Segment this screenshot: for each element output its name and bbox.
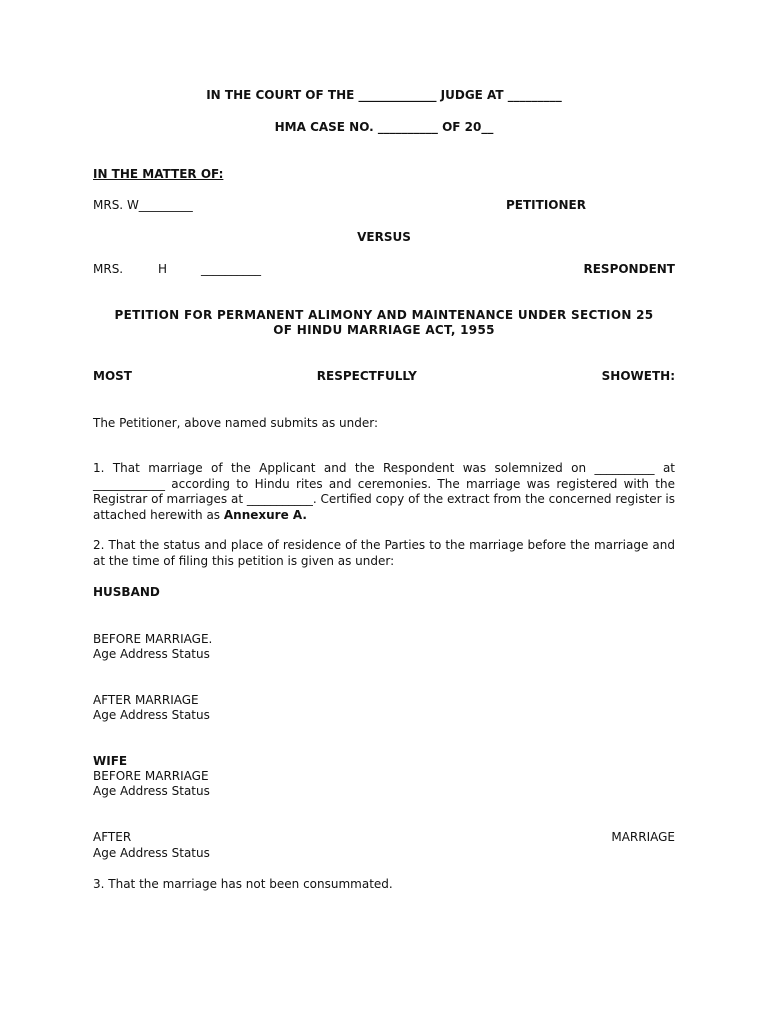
respondent-row: [93, 262, 675, 278]
husband-before-fields: Age Address Status: [93, 647, 210, 661]
salutation-row: [93, 369, 675, 385]
paragraph-2: 2. That the status and place of residence of the Parties to the marriage before the marriage and at the time of filing this petition is given as under:: [93, 538, 675, 568]
intro-text: The Petitioner, above named submits as under:: [93, 416, 379, 430]
petitioner-name: MRS. W_________: [93, 198, 193, 212]
petitioner-row: [93, 198, 675, 214]
annexure-label: Annexure A.: [223, 507, 307, 522]
salutation-most: MOST: [93, 369, 132, 383]
matter-heading: IN THE MATTER OF:: [93, 167, 224, 181]
wife-after-word1: AFTER: [93, 830, 132, 844]
paragraph-1-text: 1. That marriage of the Applicant and the Respondent was solemnized on __________ at ____________ according to Hindu rites and ceremonies. The marriage was registered with the Registrar of marriages at ___________. Certified copy of the extract from the concerned register is attached herewith as: [93, 461, 675, 522]
respondent-prefix: MRS.: [93, 262, 124, 276]
document-page: [93, 0, 675, 1024]
paragraph-1: [93, 461, 675, 523]
salutation-showeth: SHOWETH:: [601, 369, 675, 383]
wife-after-word2: MARRIAGE: [611, 830, 675, 844]
petitioner-label: PETITIONER: [506, 198, 586, 212]
husband-after-label: AFTER MARRIAGE: [93, 693, 199, 707]
salutation-respectfully: RESPECTFULLY: [316, 369, 417, 383]
case-number-line: HMA CASE NO. __________ OF 20__: [274, 120, 494, 134]
wife-before-fields: Age Address Status: [93, 784, 210, 798]
respondent-label: RESPONDENT: [583, 262, 675, 276]
respondent-initial: H: [158, 262, 168, 276]
paragraph-3: 3. That the marriage has not been consummated.: [93, 877, 393, 891]
wife-after-fields: Age Address Status: [93, 846, 210, 860]
husband-after-fields: Age Address Status: [93, 708, 210, 722]
respondent-blank: __________: [201, 262, 261, 276]
husband-before-label: BEFORE MARRIAGE.: [93, 632, 213, 646]
wife-after-row: [93, 830, 675, 846]
court-heading: IN THE COURT OF THE _____________ JUDGE AT _________: [206, 88, 562, 102]
versus-label: VERSUS: [357, 230, 411, 244]
wife-before-label: BEFORE MARRIAGE: [93, 769, 209, 783]
petition-title-line1: PETITION FOR PERMANENT ALIMONY AND MAINTENANCE UNDER SECTION 25: [114, 308, 654, 322]
wife-heading: WIFE: [93, 754, 128, 768]
petition-title-line2: OF HINDU MARRIAGE ACT, 1955: [273, 323, 495, 337]
husband-heading: HUSBAND: [93, 585, 160, 599]
